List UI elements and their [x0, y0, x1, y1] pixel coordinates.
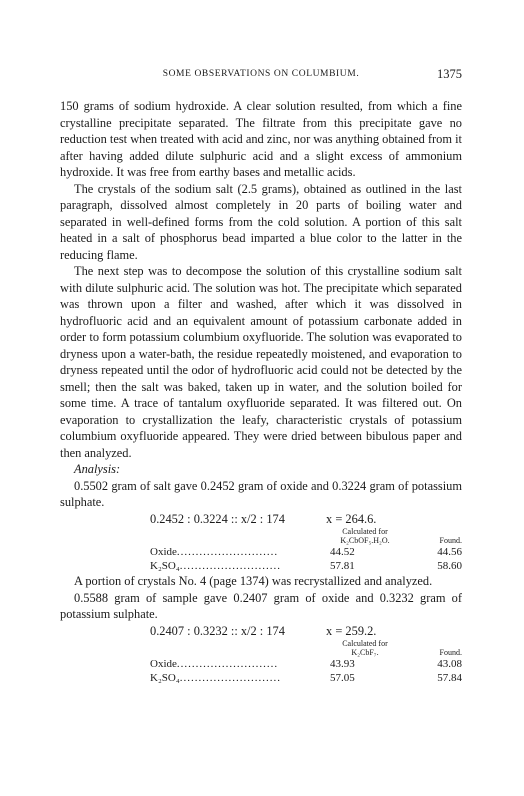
page-header [60, 67, 462, 83]
analysis-table-1 [150, 527, 462, 573]
calculated-value: 57.05 [330, 672, 355, 684]
equation-1 [60, 511, 462, 528]
paragraph-1: 150 grams of sodium hydroxide. A clear solution resulted, from which a fine crystalline precipitate separated. The filtrate from this precipitate gave no reduction test when treated with acid and zinc, nor was anything obtained from it after having added dilute sulphuric acid and a slight excess of ammonium hydroxide. It was free from earthy bases and metallic acids. [60, 99, 462, 179]
equation-1-text: 0.2452 : 0.3224 :: x/2 : 174 [150, 511, 285, 526]
paragraph-3: The next step was to decompose the solution of this crystalline sodium salt with dilute sulphuric acid. The solution was hot. The precipitate which separated was thrown upon a filter and washed, after which it was dissolved in hydrofluoric acid and an equivalent amount of potassium carbonate added in order to form potassium columbium oxyfluoride. The solution was evaporated to dryness upon a water-bath, the residue repeatedly moistened, and evaporation to dryness repeated until the odor of hydrofluoric acid could not be detected by the smell; then the salt was baked, taken up in water, and the solution boiled for some time. A trace of tantalum oxyfluoride separated. It was filtered out. On evaporation to crystallization the leafy, characteristic crystals of potassium columbium oxyfluoride appeared. They were dried between bibulous paper and then analyzed. [60, 264, 462, 460]
analysis-heading [60, 461, 462, 478]
paragraph-6: 0.5588 gram of sample gave 0.2407 gram of oxide and 0.3232 gram of potassium sulphate. [60, 590, 462, 621]
table-header-row [150, 639, 462, 657]
table-row: Oxide........................... 44.52 44.56 [150, 546, 462, 558]
calc-header: Calculated for [342, 639, 388, 648]
calculated-value: 43.93 [330, 658, 355, 670]
analysis-heading-text: Analysis: [74, 462, 121, 476]
equation-2-text: 0.2407 : 0.3232 :: x/2 : 174 [150, 623, 285, 638]
running-title: SOME OBSERVATIONS ON COLUMBIUM. [162, 69, 360, 79]
row-label: Oxide [150, 658, 177, 670]
paragraph-5: A portion of crystals No. 4 (page 1374) was recrystallized and analyzed. [74, 574, 433, 588]
calc-header: Calculated for [342, 527, 388, 536]
paragraph-4: 0.5502 gram of salt gave 0.2452 gram of oxide and 0.3224 gram of potassium sulphate. [60, 478, 462, 509]
table-header-row [150, 527, 462, 545]
found-header: Found. [439, 536, 462, 545]
found-value: 44.56 [437, 546, 462, 558]
found-value: 43.08 [437, 658, 462, 670]
row-label: K₂SO₄ [150, 560, 180, 572]
formula-header: K₂CbF₇. [351, 648, 379, 657]
found-value: 58.60 [437, 560, 462, 572]
calculated-value: 44.52 [330, 546, 355, 558]
table-row: K₂SO₄........................... 57.05 57.84 [150, 672, 462, 684]
paragraph-2: The crystals of the sodium salt (2.5 grams), obtained as outlined in the last paragraph, dissolved almost completely in 20 parts of boiling water and separated in well-defined forms from the cold solution. A portion of this salt heated in a salt of phosphorus bead imparted a blue color to the latter in the reducing flame. [60, 181, 462, 262]
table-row: K₂SO₄........................... 57.81 58.60 [150, 560, 462, 572]
found-value: 57.84 [437, 672, 462, 684]
row-label: K₂SO₄ [150, 672, 180, 684]
found-header: Found. [439, 648, 462, 657]
calculated-value: 57.81 [330, 560, 355, 572]
formula-header: K₂CbOF₅.H₂O. [340, 536, 390, 545]
analysis-table-2 [150, 639, 462, 685]
equation-2-result: x = 259.2. [326, 623, 377, 638]
page-number: 1375 [437, 67, 462, 81]
row-label: Oxide [150, 546, 177, 558]
table-row: Oxide........................... 43.93 43.08 [150, 658, 462, 670]
equation-2 [60, 623, 462, 640]
body-text [60, 98, 462, 685]
equation-1-result: x = 264.6. [326, 511, 377, 526]
